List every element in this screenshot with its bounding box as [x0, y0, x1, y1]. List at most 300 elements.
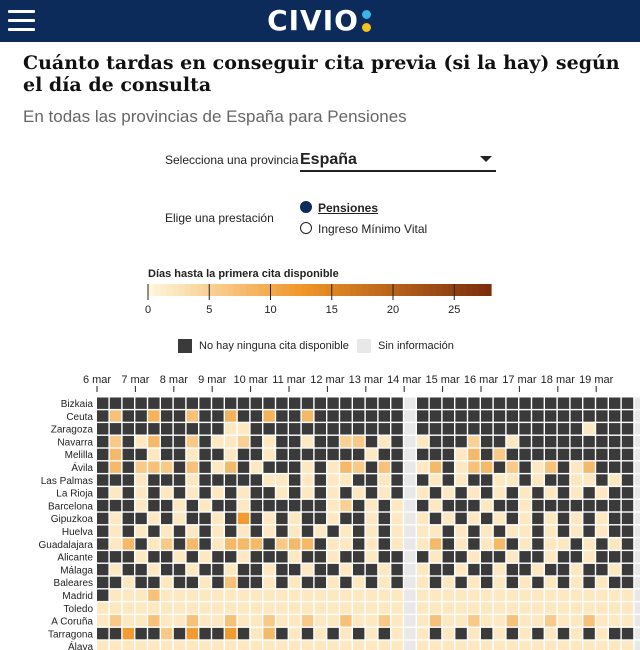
heatmap-cell [609, 398, 620, 409]
heatmap-cell [507, 641, 518, 650]
legend-gradient-step [381, 284, 388, 296]
province-select[interactable] [300, 148, 496, 172]
heatmap-cell [302, 449, 313, 460]
heatmap-cell [545, 615, 556, 626]
heatmap-cell [417, 577, 428, 588]
heatmap-cell [507, 423, 518, 434]
legend-gradient-step [332, 284, 339, 296]
heatmap-cell [353, 577, 364, 588]
heatmap-cell [212, 641, 223, 650]
heatmap-cell [97, 551, 108, 562]
heatmap-cell [97, 641, 108, 650]
heatmap-cell [571, 641, 582, 650]
heatmap-cell [494, 449, 505, 460]
heatmap-cell [635, 577, 640, 588]
heatmap-cell [315, 577, 326, 588]
heatmap-cell [379, 615, 390, 626]
legend-gradient-step [338, 284, 345, 296]
legend-gradient-step [166, 284, 173, 296]
heatmap-cell [635, 398, 640, 409]
heatmap-cell [366, 513, 377, 524]
heatmap-cell [187, 474, 198, 485]
heatmap-cell [635, 500, 640, 511]
heatmap-cell [404, 449, 415, 460]
heatmap-cell [199, 513, 210, 524]
heatmap-cell [199, 551, 210, 562]
heatmap-cell [276, 564, 287, 575]
heatmap-cell [315, 551, 326, 562]
heatmap-cell [481, 449, 492, 460]
heatmap-cell [417, 398, 428, 409]
heatmap-cell [571, 398, 582, 409]
heatmap-cell [263, 551, 274, 562]
heatmap-cell [366, 449, 377, 460]
heatmap-cell [494, 641, 505, 650]
heatmap-cell [379, 436, 390, 447]
province-value: España [300, 151, 357, 168]
heatmap-cell [417, 423, 428, 434]
heatmap-cell [238, 436, 249, 447]
heatmap-cell [135, 449, 146, 460]
heatmap-cell [123, 513, 134, 524]
heatmap-cell [340, 500, 351, 511]
heatmap-cell [635, 615, 640, 626]
heatmap-cell [251, 436, 262, 447]
province-label: Selecciona una provincia [165, 153, 299, 167]
heatmap-cell [251, 551, 262, 562]
heatmap-cell [110, 436, 121, 447]
heatmap-cell [289, 602, 300, 613]
heatmap-cell [481, 410, 492, 421]
legend-gradient-step [467, 284, 474, 296]
heatmap-cell [443, 410, 454, 421]
heatmap-cell [532, 602, 543, 613]
heatmap-cell [327, 500, 338, 511]
heatmap-cell [97, 628, 108, 639]
heatmap-cell [276, 474, 287, 485]
heatmap-cell [609, 436, 620, 447]
legend-gradient-step [179, 284, 186, 296]
heatmap-cell [366, 436, 377, 447]
heatmap-cell [430, 500, 441, 511]
heatmap-cell [494, 398, 505, 409]
heatmap-cell [404, 487, 415, 498]
legend-gradient-step [479, 284, 486, 296]
heatmap-cell [353, 513, 364, 524]
row-label: La Rioja [56, 488, 93, 500]
heatmap-cell [212, 602, 223, 613]
heatmap-cell [302, 436, 313, 447]
heatmap-cell [583, 474, 594, 485]
heatmap-cell [583, 628, 594, 639]
heatmap-cell [353, 641, 364, 650]
color-legend [140, 282, 500, 318]
date-label: 10 mar [233, 374, 268, 386]
heatmap-cell [225, 577, 236, 588]
heatmap-cell [571, 538, 582, 549]
heatmap-cell [148, 615, 159, 626]
heatmap-cell [302, 526, 313, 537]
heatmap-cell [622, 615, 633, 626]
heatmap-cell [468, 513, 479, 524]
heatmap-cell [507, 538, 518, 549]
heatmap-cell [468, 641, 479, 650]
heatmap-cell [545, 641, 556, 650]
heatmap-cell [315, 590, 326, 601]
heatmap-cell [622, 436, 633, 447]
row-label: Tarragona [47, 629, 93, 641]
heatmap-cell [123, 449, 134, 460]
heatmap-cell [123, 590, 134, 601]
heatmap-cell [481, 487, 492, 498]
heatmap-cell [174, 449, 185, 460]
heatmap-cell [545, 577, 556, 588]
heatmap-cell [340, 398, 351, 409]
heatmap-cell [379, 423, 390, 434]
heatmap-cell [622, 500, 633, 511]
radio-pensiones-label: Pensiones [318, 201, 379, 215]
heatmap-cell [174, 641, 185, 650]
heatmap-cell [161, 487, 172, 498]
heatmap-cell [225, 615, 236, 626]
heatmap-cell [327, 602, 338, 613]
heatmap-cell [609, 551, 620, 562]
heatmap-cell [443, 436, 454, 447]
heatmap-cell [135, 641, 146, 650]
heatmap-cell [276, 398, 287, 409]
row-label: Las Palmas [40, 475, 93, 487]
heatmap-cell [97, 526, 108, 537]
heatmap-cell [289, 449, 300, 460]
heatmap-cell [443, 615, 454, 626]
heatmap-cell [174, 487, 185, 498]
legend-gradient-step [356, 284, 363, 296]
heatmap-cell [507, 602, 518, 613]
heatmap-cell [251, 449, 262, 460]
heatmap-cell [558, 590, 569, 601]
heatmap-cell [391, 590, 402, 601]
heatmap-cell [302, 398, 313, 409]
heatmap-cell [238, 641, 249, 650]
heatmap-cell [161, 590, 172, 601]
heatmap-cell [135, 577, 146, 588]
heatmap-cell [238, 513, 249, 524]
heatmap-cell [315, 602, 326, 613]
benefit-label: Elige una prestación [165, 211, 274, 225]
heatmap-cell [468, 551, 479, 562]
heatmap-cell [366, 500, 377, 511]
heatmap-cell [379, 449, 390, 460]
heatmap-cell [161, 398, 172, 409]
heatmap-cell [238, 474, 249, 485]
heatmap-cell [199, 500, 210, 511]
heatmap-cell [532, 641, 543, 650]
heatmap-cell [468, 410, 479, 421]
heatmap-cell [97, 590, 108, 601]
heatmap-cell [519, 615, 530, 626]
heatmap-cell [455, 602, 466, 613]
heatmap-cell [251, 538, 262, 549]
heatmap-cell [583, 602, 594, 613]
heatmap-cell [238, 423, 249, 434]
heatmap-cell [263, 577, 274, 588]
heatmap-cell [340, 410, 351, 421]
heatmap-cell [571, 628, 582, 639]
heatmap-cell [302, 500, 313, 511]
row-label: Guadalajara [38, 539, 93, 551]
legend-gradient-step [289, 284, 296, 296]
heatmap-cell [251, 590, 262, 601]
heatmap-cell [443, 500, 454, 511]
heatmap-cell [635, 513, 640, 524]
legend-gradient-step [405, 284, 412, 296]
logo[interactable] [0, 0, 640, 42]
heatmap-cell [97, 398, 108, 409]
heatmap-cell [507, 526, 518, 537]
radio-unselected-icon [300, 222, 312, 234]
legend-gradient-step [430, 284, 437, 296]
heatmap-cell [532, 398, 543, 409]
heatmap-cell [315, 410, 326, 421]
heatmap-cell [161, 564, 172, 575]
heatmap-cell [110, 590, 121, 601]
heatmap-cell [199, 641, 210, 650]
heatmap-cell [417, 436, 428, 447]
heatmap-cell [225, 538, 236, 549]
heatmap-cell [148, 602, 159, 613]
heatmap-cell [199, 410, 210, 421]
heatmap-cell [519, 526, 530, 537]
heatmap-cell [507, 564, 518, 575]
page-subtitle: En todas las provincias de España para Pensiones [23, 107, 407, 126]
heatmap-cell [609, 538, 620, 549]
heatmap-cell [366, 615, 377, 626]
heatmap-cell [404, 641, 415, 650]
heatmap-cell [212, 487, 223, 498]
heatmap-cell [187, 526, 198, 537]
heatmap-cell [302, 513, 313, 524]
heatmap-cell [379, 564, 390, 575]
heatmap-cell [289, 474, 300, 485]
legend-gradient-step [485, 284, 492, 296]
heatmap-cell [519, 564, 530, 575]
heatmap-cell [455, 513, 466, 524]
heatmap-cell [161, 410, 172, 421]
heatmap-cell [532, 500, 543, 511]
heatmap-cell [558, 641, 569, 650]
heatmap-cell [391, 474, 402, 485]
heatmap-cell [596, 628, 607, 639]
heatmap-cell [353, 602, 364, 613]
heatmap-cell [148, 577, 159, 588]
heatmap-cell [558, 577, 569, 588]
heatmap-cell [263, 410, 274, 421]
heatmap-cell [110, 513, 121, 524]
heatmap-cell [97, 436, 108, 447]
heatmap-cell [148, 551, 159, 562]
heatmap-cell [353, 487, 364, 498]
heatmap-cell [340, 449, 351, 460]
heatmap-cell [519, 577, 530, 588]
heatmap-cell [635, 590, 640, 601]
heatmap-cell [289, 423, 300, 434]
legend-gradient-step [173, 284, 180, 296]
heatmap-cell [225, 462, 236, 473]
heatmap-cell [571, 487, 582, 498]
heatmap-cell [532, 436, 543, 447]
legend-tick-label: 10 [264, 304, 277, 316]
heatmap-cell [635, 436, 640, 447]
heatmap-cell [417, 564, 428, 575]
heatmap-cell [404, 423, 415, 434]
heatmap-cell [481, 577, 492, 588]
heatmap-cell [302, 474, 313, 485]
heatmap-cell [583, 590, 594, 601]
heatmap-cell [545, 551, 556, 562]
heatmap-cell [289, 513, 300, 524]
legend-gradient-step [185, 284, 192, 296]
heatmap-cell [532, 410, 543, 421]
heatmap-cell [545, 462, 556, 473]
heatmap-cell [366, 577, 377, 588]
heatmap-cell [635, 462, 640, 473]
heatmap-cell [596, 577, 607, 588]
heatmap-cell [225, 590, 236, 601]
legend-title: Días hasta la primera cita disponible [148, 268, 339, 280]
heatmap-cell [455, 551, 466, 562]
heatmap-cell [327, 436, 338, 447]
heatmap-cell [545, 526, 556, 537]
heatmap-cell [340, 641, 351, 650]
heatmap-cell [97, 487, 108, 498]
heatmap-cell [443, 526, 454, 537]
heatmap-cell [289, 564, 300, 575]
heatmap-cell [635, 551, 640, 562]
heatmap-cell [340, 551, 351, 562]
heatmap-cell [596, 436, 607, 447]
heatmap-cell [443, 602, 454, 613]
heatmap-cell [289, 577, 300, 588]
heatmap-cell [110, 449, 121, 460]
heatmap-cell [443, 551, 454, 562]
heatmap-cell [507, 436, 518, 447]
heatmap-cell [123, 602, 134, 613]
heatmap-cell [340, 615, 351, 626]
heatmap-cell [635, 564, 640, 575]
heatmap-cell [327, 628, 338, 639]
heatmap-cell [635, 602, 640, 613]
heatmap-cell [494, 487, 505, 498]
heatmap-cell [430, 628, 441, 639]
heatmap-cell [417, 513, 428, 524]
heatmap-cell [289, 462, 300, 473]
heatmap-cell [238, 628, 249, 639]
heatmap-cell [212, 590, 223, 601]
heatmap-cell [481, 398, 492, 409]
heatmap-cell [455, 500, 466, 511]
heatmap-cell [635, 423, 640, 434]
heatmap-cell [391, 602, 402, 613]
heatmap-cell [251, 641, 262, 650]
heatmap-cell [123, 487, 134, 498]
heatmap-cell [123, 526, 134, 537]
heatmap-cell [481, 564, 492, 575]
heatmap-cell [263, 590, 274, 601]
heatmap-cell [315, 513, 326, 524]
heatmap-cell [558, 602, 569, 613]
heatmap-cell [212, 628, 223, 639]
heatmap-cell [507, 590, 518, 601]
heatmap-cell [391, 487, 402, 498]
heatmap-cell [583, 410, 594, 421]
heatmap-cell [187, 641, 198, 650]
heatmap-cell [443, 577, 454, 588]
heatmap-cell [174, 410, 185, 421]
heatmap-cell [263, 602, 274, 613]
heatmap-cell [315, 436, 326, 447]
heatmap-cell [199, 590, 210, 601]
logo-text: CIVIO [267, 4, 359, 37]
heatmap-cell [289, 500, 300, 511]
heatmap-cell [315, 641, 326, 650]
heatmap-cell [404, 577, 415, 588]
heatmap-cell [404, 410, 415, 421]
heatmap-cell [443, 462, 454, 473]
row-label: A Coruña [51, 616, 93, 628]
heatmap-cell [545, 410, 556, 421]
heatmap-cell [110, 423, 121, 434]
heatmap-cell [225, 628, 236, 639]
heatmap-cell [135, 551, 146, 562]
heatmap-cell [391, 641, 402, 650]
heatmap-cell [558, 526, 569, 537]
heatmap-cell [123, 423, 134, 434]
heatmap-cell [404, 436, 415, 447]
heatmap-cell [135, 538, 146, 549]
heatmap-cell [379, 577, 390, 588]
heatmap-cell [276, 551, 287, 562]
heatmap-cell [251, 500, 262, 511]
heatmap-cell [212, 398, 223, 409]
heatmap-cell [353, 538, 364, 549]
heatmap-cell [468, 615, 479, 626]
heatmap-cell [532, 474, 543, 485]
heatmap-cell [443, 628, 454, 639]
heatmap-cell [571, 513, 582, 524]
heatmap-cell [481, 436, 492, 447]
heatmap-cell [391, 526, 402, 537]
heatmap-cell [494, 564, 505, 575]
heatmap-cell [353, 628, 364, 639]
heatmap-cell [545, 474, 556, 485]
heatmap-cell [212, 449, 223, 460]
heatmap-cell [507, 513, 518, 524]
heatmap-cell [430, 602, 441, 613]
heatmap-cell [289, 615, 300, 626]
heatmap-cell [622, 641, 633, 650]
heatmap-cell [571, 526, 582, 537]
row-label: Álava [67, 642, 93, 650]
heatmap-cell [404, 615, 415, 626]
heatmap-cell [135, 462, 146, 473]
heatmap-cell [571, 615, 582, 626]
heatmap-cell [494, 577, 505, 588]
heatmap-cell [494, 602, 505, 613]
heatmap-cell [507, 449, 518, 460]
row-label: Huelva [61, 527, 93, 538]
heatmap-cell [430, 487, 441, 498]
heatmap-cell [366, 551, 377, 562]
